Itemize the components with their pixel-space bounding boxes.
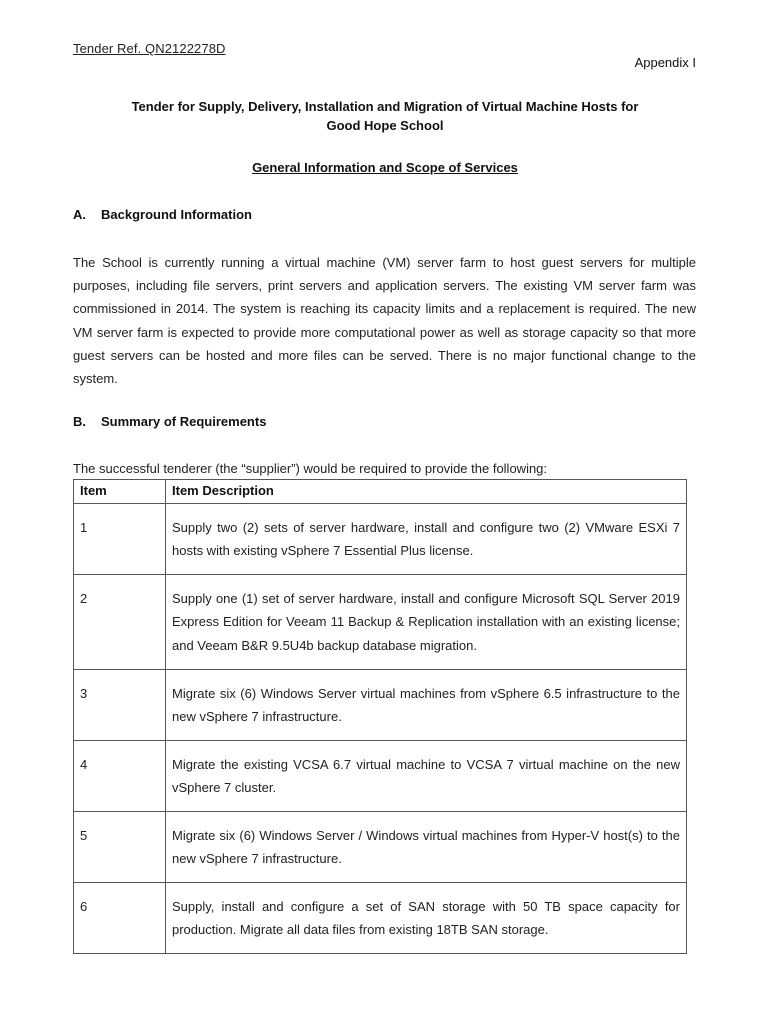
section-b-heading — [73, 414, 266, 429]
document-subtitle: General Information and Scope of Services — [252, 160, 518, 175]
table-row — [74, 504, 687, 575]
item-description: Supply, install and configure a set of SAN storage with 50 TB space capacity for production. Migrate all data files from existing 18TB SAN storage. — [166, 883, 687, 954]
tender-reference: Tender Ref. QN2122278D — [73, 41, 226, 56]
item-number: 4 — [74, 741, 166, 812]
table-row — [74, 575, 687, 670]
table-row — [74, 812, 687, 883]
section-b-title: Summary of Requirements — [101, 414, 267, 429]
item-description: Migrate six (6) Windows Server / Windows virtual machines from Hyper-V host(s) to the new vSphere 7 infrastructure. — [166, 812, 687, 883]
section-a-number: A. — [73, 207, 86, 222]
section-b-intro: The successful tenderer (the “supplier”) would be required to provide the following: — [73, 461, 548, 476]
item-number: 1 — [74, 504, 166, 575]
header-item-description: Item Description — [166, 480, 687, 504]
item-number: 2 — [74, 575, 166, 670]
item-description: Supply two (2) sets of server hardware, install and configure two (2) VMware ESXi 7 hosts with existing vSphere 7 Essential Plus license. — [166, 504, 687, 575]
item-number: 6 — [74, 883, 166, 954]
appendix-label: Appendix I — [634, 55, 696, 70]
item-description: Supply one (1) set of server hardware, install and configure Microsoft SQL Server 2019 Express Edition for Veeam 11 Backup & Replication installation with an existing license; and Veeam B&R 9.5U4b backup database migration. — [166, 575, 687, 670]
section-b-number: B. — [73, 414, 86, 429]
title-line-1: Tender for Supply, Delivery, Installation and Migration of Virtual Machine Hosts for — [131, 99, 639, 114]
section-a-heading — [73, 207, 252, 222]
table-row — [74, 883, 687, 954]
document-title — [73, 97, 697, 135]
item-description: Migrate six (6) Windows Server virtual machines from vSphere 6.5 infrastructure to the new vSphere 7 infrastructure. — [166, 670, 687, 741]
requirements-table — [73, 479, 687, 954]
section-a-body: The School is currently running a virtual machine (VM) server farm to host guest servers for multiple purposes, including file servers, print servers and application servers. The existing VM server farm was commissioned in 2014. The system is reaching its capacity limits and a replacement is required. The new VM server farm is expected to provide more computational power as well as storage capacity so that more guest servers can be hosted and more files can be served. There is no major functional change to the system. — [73, 255, 696, 387]
title-line-2: Good Hope School — [326, 118, 444, 133]
header-item: Item — [74, 480, 166, 504]
item-description: Migrate the existing VCSA 6.7 virtual machine to VCSA 7 virtual machine on the new vSphere 7 cluster. — [166, 741, 687, 812]
table-row — [74, 741, 687, 812]
table-header-row — [74, 480, 687, 504]
item-number: 5 — [74, 812, 166, 883]
table-row — [74, 670, 687, 741]
section-a-title: Background Information — [101, 207, 252, 222]
item-number: 3 — [74, 670, 166, 741]
